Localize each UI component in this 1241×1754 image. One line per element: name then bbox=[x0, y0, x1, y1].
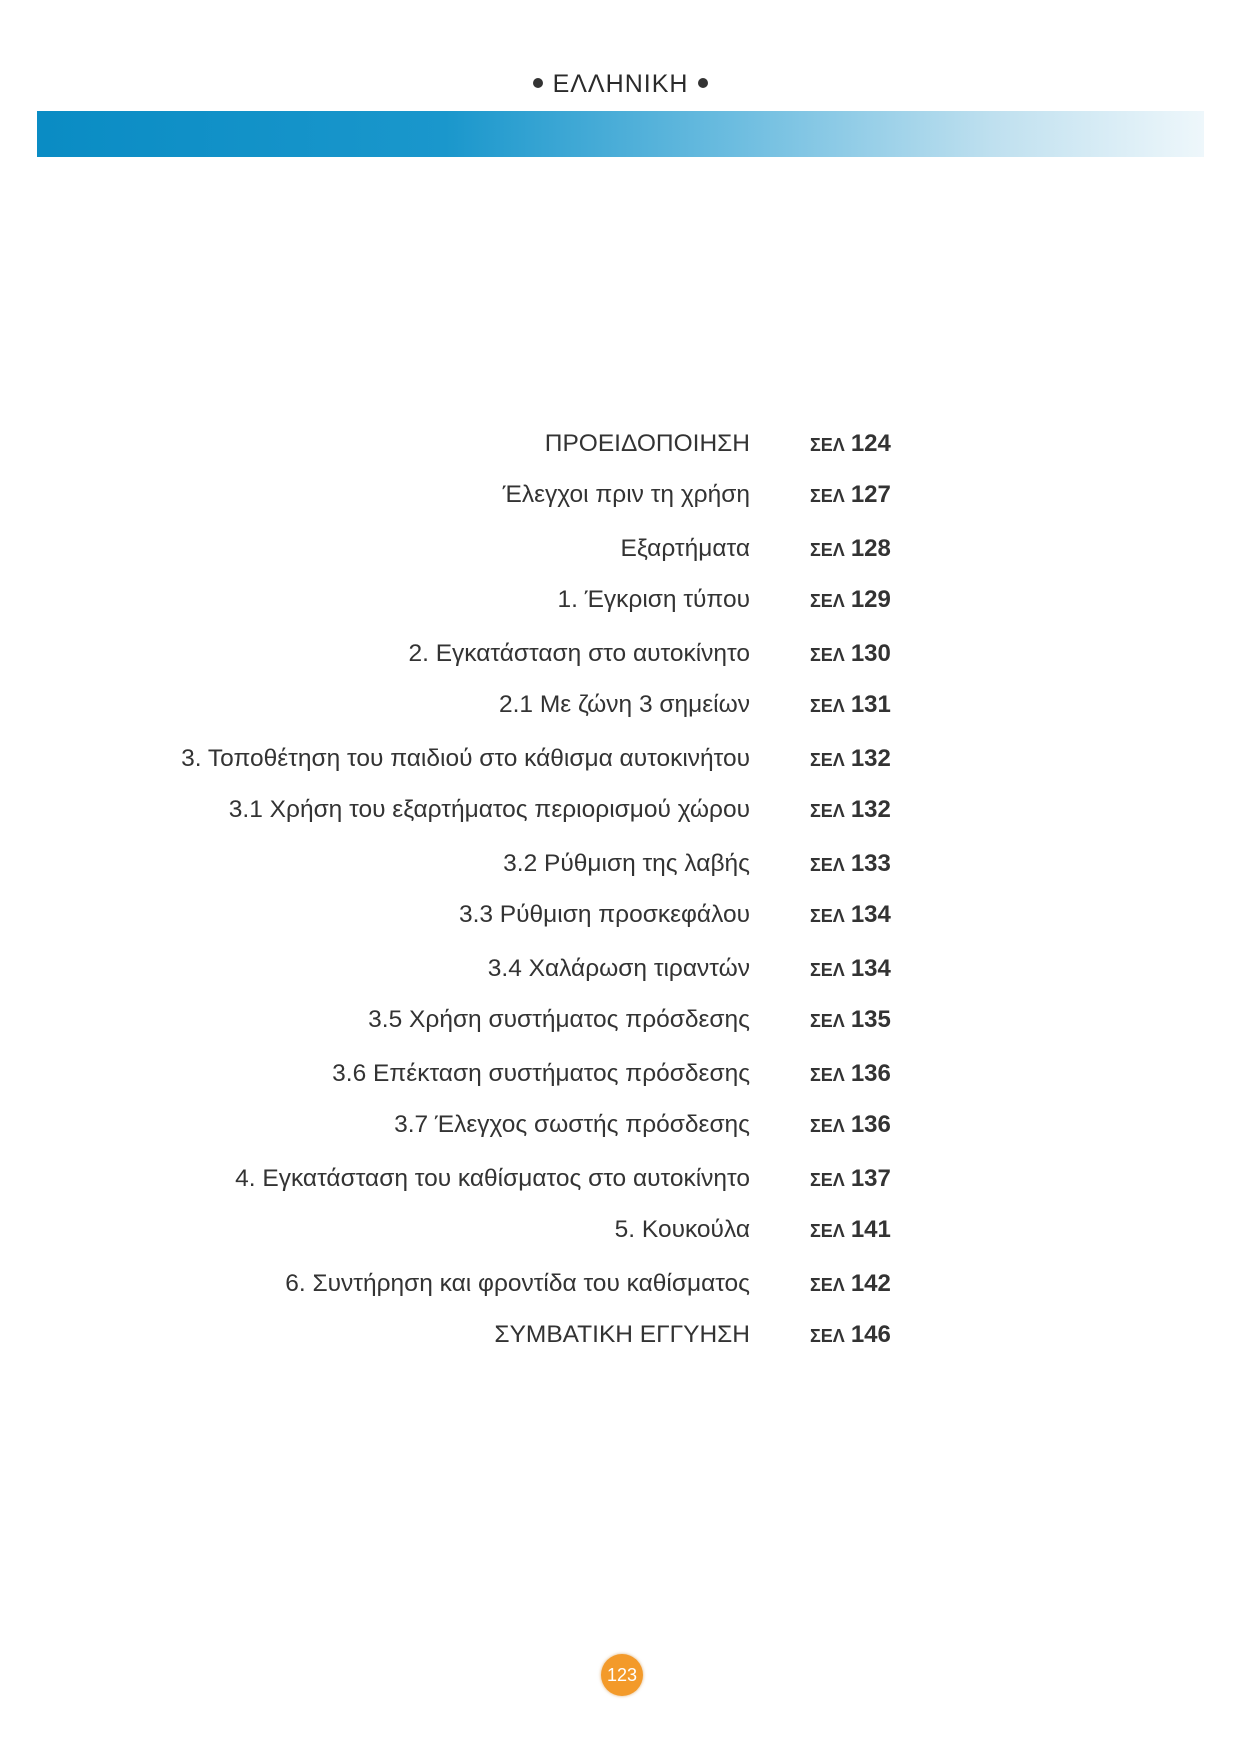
toc-entry-page bbox=[810, 580, 891, 623]
page-number: 136 bbox=[850, 1111, 891, 1138]
toc-entry-page bbox=[810, 1210, 891, 1253]
toc-entry-label: 1. Έγκριση τύπου bbox=[557, 586, 750, 613]
page-number: 137 bbox=[850, 1165, 891, 1192]
toc-entry-page bbox=[810, 424, 891, 467]
page-prefix: ΣΕΛ bbox=[810, 1065, 845, 1085]
toc-entry[interactable] bbox=[0, 895, 1241, 935]
toc-entry[interactable] bbox=[0, 739, 1241, 779]
toc-entry-label: 2. Εγκατάσταση στο αυτοκίνητο bbox=[408, 640, 750, 667]
page-prefix: ΣΕΛ bbox=[810, 750, 845, 770]
toc-entry[interactable] bbox=[0, 475, 1241, 515]
page-prefix: ΣΕΛ bbox=[810, 540, 845, 560]
toc-entry[interactable] bbox=[0, 949, 1241, 989]
toc-entry-label: 2.1 Με ζώνη 3 σημείων bbox=[498, 691, 750, 718]
page-prefix: ΣΕΛ bbox=[810, 1170, 845, 1190]
toc-entry-label: 3.5 Χρήση συστήματος πρόσδεσης bbox=[368, 1006, 750, 1033]
page-number: 124 bbox=[850, 430, 891, 457]
toc-entry-label: 3.7 Έλεγχος σωστής πρόσδεσης bbox=[394, 1111, 750, 1138]
page-prefix: ΣΕΛ bbox=[810, 1326, 845, 1346]
toc-entry[interactable] bbox=[0, 1210, 1241, 1250]
toc-entry[interactable] bbox=[0, 580, 1241, 620]
toc-entry[interactable] bbox=[0, 529, 1241, 569]
page-prefix: ΣΕΛ bbox=[810, 1221, 845, 1241]
toc-entry-label: Έλεγχοι πριν τη χρήση bbox=[502, 481, 750, 508]
toc-entry-page bbox=[810, 949, 891, 992]
toc-entry[interactable] bbox=[0, 685, 1241, 725]
toc-entry[interactable] bbox=[0, 844, 1241, 884]
toc-entry-label: 4. Εγκατάσταση του καθίσματος στο αυτοκίνητο bbox=[235, 1165, 750, 1192]
toc-entry[interactable] bbox=[0, 1105, 1241, 1145]
page-number: 127 bbox=[850, 481, 891, 508]
page-number: 134 bbox=[850, 901, 891, 928]
header-title: ΕΛΛΗΝΙΚΗ bbox=[552, 70, 689, 98]
toc-entry[interactable] bbox=[0, 1054, 1241, 1094]
toc-entry[interactable] bbox=[0, 1159, 1241, 1199]
toc-entry-label: 6. Συντήρηση και φροντίδα του καθίσματος bbox=[285, 1270, 750, 1297]
toc-entry-label: 3.2 Ρύθμιση της λαβής bbox=[503, 850, 750, 877]
page-number: 141 bbox=[850, 1216, 891, 1243]
page-number: 136 bbox=[850, 1060, 891, 1087]
toc-entry-page bbox=[810, 1264, 891, 1307]
toc-entry-page bbox=[810, 475, 891, 518]
toc-entry[interactable] bbox=[0, 424, 1241, 464]
toc-entry-page bbox=[810, 634, 891, 677]
page-number: 133 bbox=[850, 850, 891, 877]
page-prefix: ΣΕΛ bbox=[810, 1011, 845, 1031]
toc-entry-label: 3.6 Επέκταση συστήματος πρόσδεσης bbox=[332, 1060, 750, 1087]
toc-entry-label: 3.4 Χαλάρωση τιραντών bbox=[487, 955, 750, 982]
page-number-badge: 123 bbox=[601, 1654, 643, 1696]
page-number: 132 bbox=[850, 796, 891, 823]
page-number: 142 bbox=[850, 1270, 891, 1297]
toc-entry[interactable] bbox=[0, 634, 1241, 674]
toc-entry[interactable] bbox=[0, 790, 1241, 830]
page-prefix: ΣΕΛ bbox=[810, 486, 845, 506]
page-prefix: ΣΕΛ bbox=[810, 645, 845, 665]
toc-entry-label: 3.1 Χρήση του εξαρτήματος περιορισμού χώρου bbox=[228, 796, 750, 823]
page-prefix: ΣΕΛ bbox=[810, 591, 845, 611]
toc-entry-page bbox=[810, 1054, 891, 1097]
page-prefix: ΣΕΛ bbox=[810, 696, 845, 716]
toc-entry[interactable] bbox=[0, 1264, 1241, 1304]
toc-entry-page bbox=[810, 790, 891, 833]
toc-entry-label: ΠΡΟΕΙΔΟΠΟΙΗΣΗ bbox=[544, 430, 750, 457]
toc-entry-page bbox=[810, 844, 891, 887]
toc-entry-label: 5. Κουκούλα bbox=[614, 1216, 750, 1243]
toc-entry-page bbox=[810, 895, 891, 938]
page-prefix: ΣΕΛ bbox=[810, 960, 845, 980]
toc-entry[interactable] bbox=[0, 1315, 1241, 1355]
page-number: 132 bbox=[850, 745, 891, 772]
page-number: 129 bbox=[850, 586, 891, 613]
toc-entry-label: 3.3 Ρύθμιση προσκεφάλου bbox=[458, 901, 750, 928]
page-prefix: ΣΕΛ bbox=[810, 435, 845, 455]
toc-entry-page bbox=[810, 1000, 891, 1043]
page-number: 131 bbox=[850, 691, 891, 718]
page-prefix: ΣΕΛ bbox=[810, 906, 845, 926]
page-prefix: ΣΕΛ bbox=[810, 1275, 845, 1295]
toc-entry-page bbox=[810, 1315, 891, 1358]
toc-entry-page bbox=[810, 739, 891, 782]
toc-entry-label: Εξαρτήματα bbox=[620, 535, 750, 562]
page-number: 146 bbox=[850, 1321, 891, 1348]
page-prefix: ΣΕΛ bbox=[810, 855, 845, 875]
page-number: 135 bbox=[850, 1006, 891, 1033]
page-number: 134 bbox=[850, 955, 891, 982]
page-prefix: ΣΕΛ bbox=[810, 801, 845, 821]
page-number: 128 bbox=[850, 535, 891, 562]
toc-entry-label: ΣΥΜΒΑΤΙΚΗ ΕΓΓΥΗΣΗ bbox=[494, 1321, 750, 1348]
page-prefix: ΣΕΛ bbox=[810, 1116, 845, 1136]
toc-entry-page bbox=[810, 1159, 891, 1202]
toc-entry-label: 3. Τοποθέτηση του παιδιού στο κάθισμα αυτοκινήτου bbox=[181, 745, 750, 772]
toc-entry-page bbox=[810, 685, 891, 728]
toc-entry[interactable] bbox=[0, 1000, 1241, 1040]
page-number: 130 bbox=[850, 640, 891, 667]
toc-entry-page bbox=[810, 1105, 891, 1148]
toc-entry-page bbox=[810, 529, 891, 572]
